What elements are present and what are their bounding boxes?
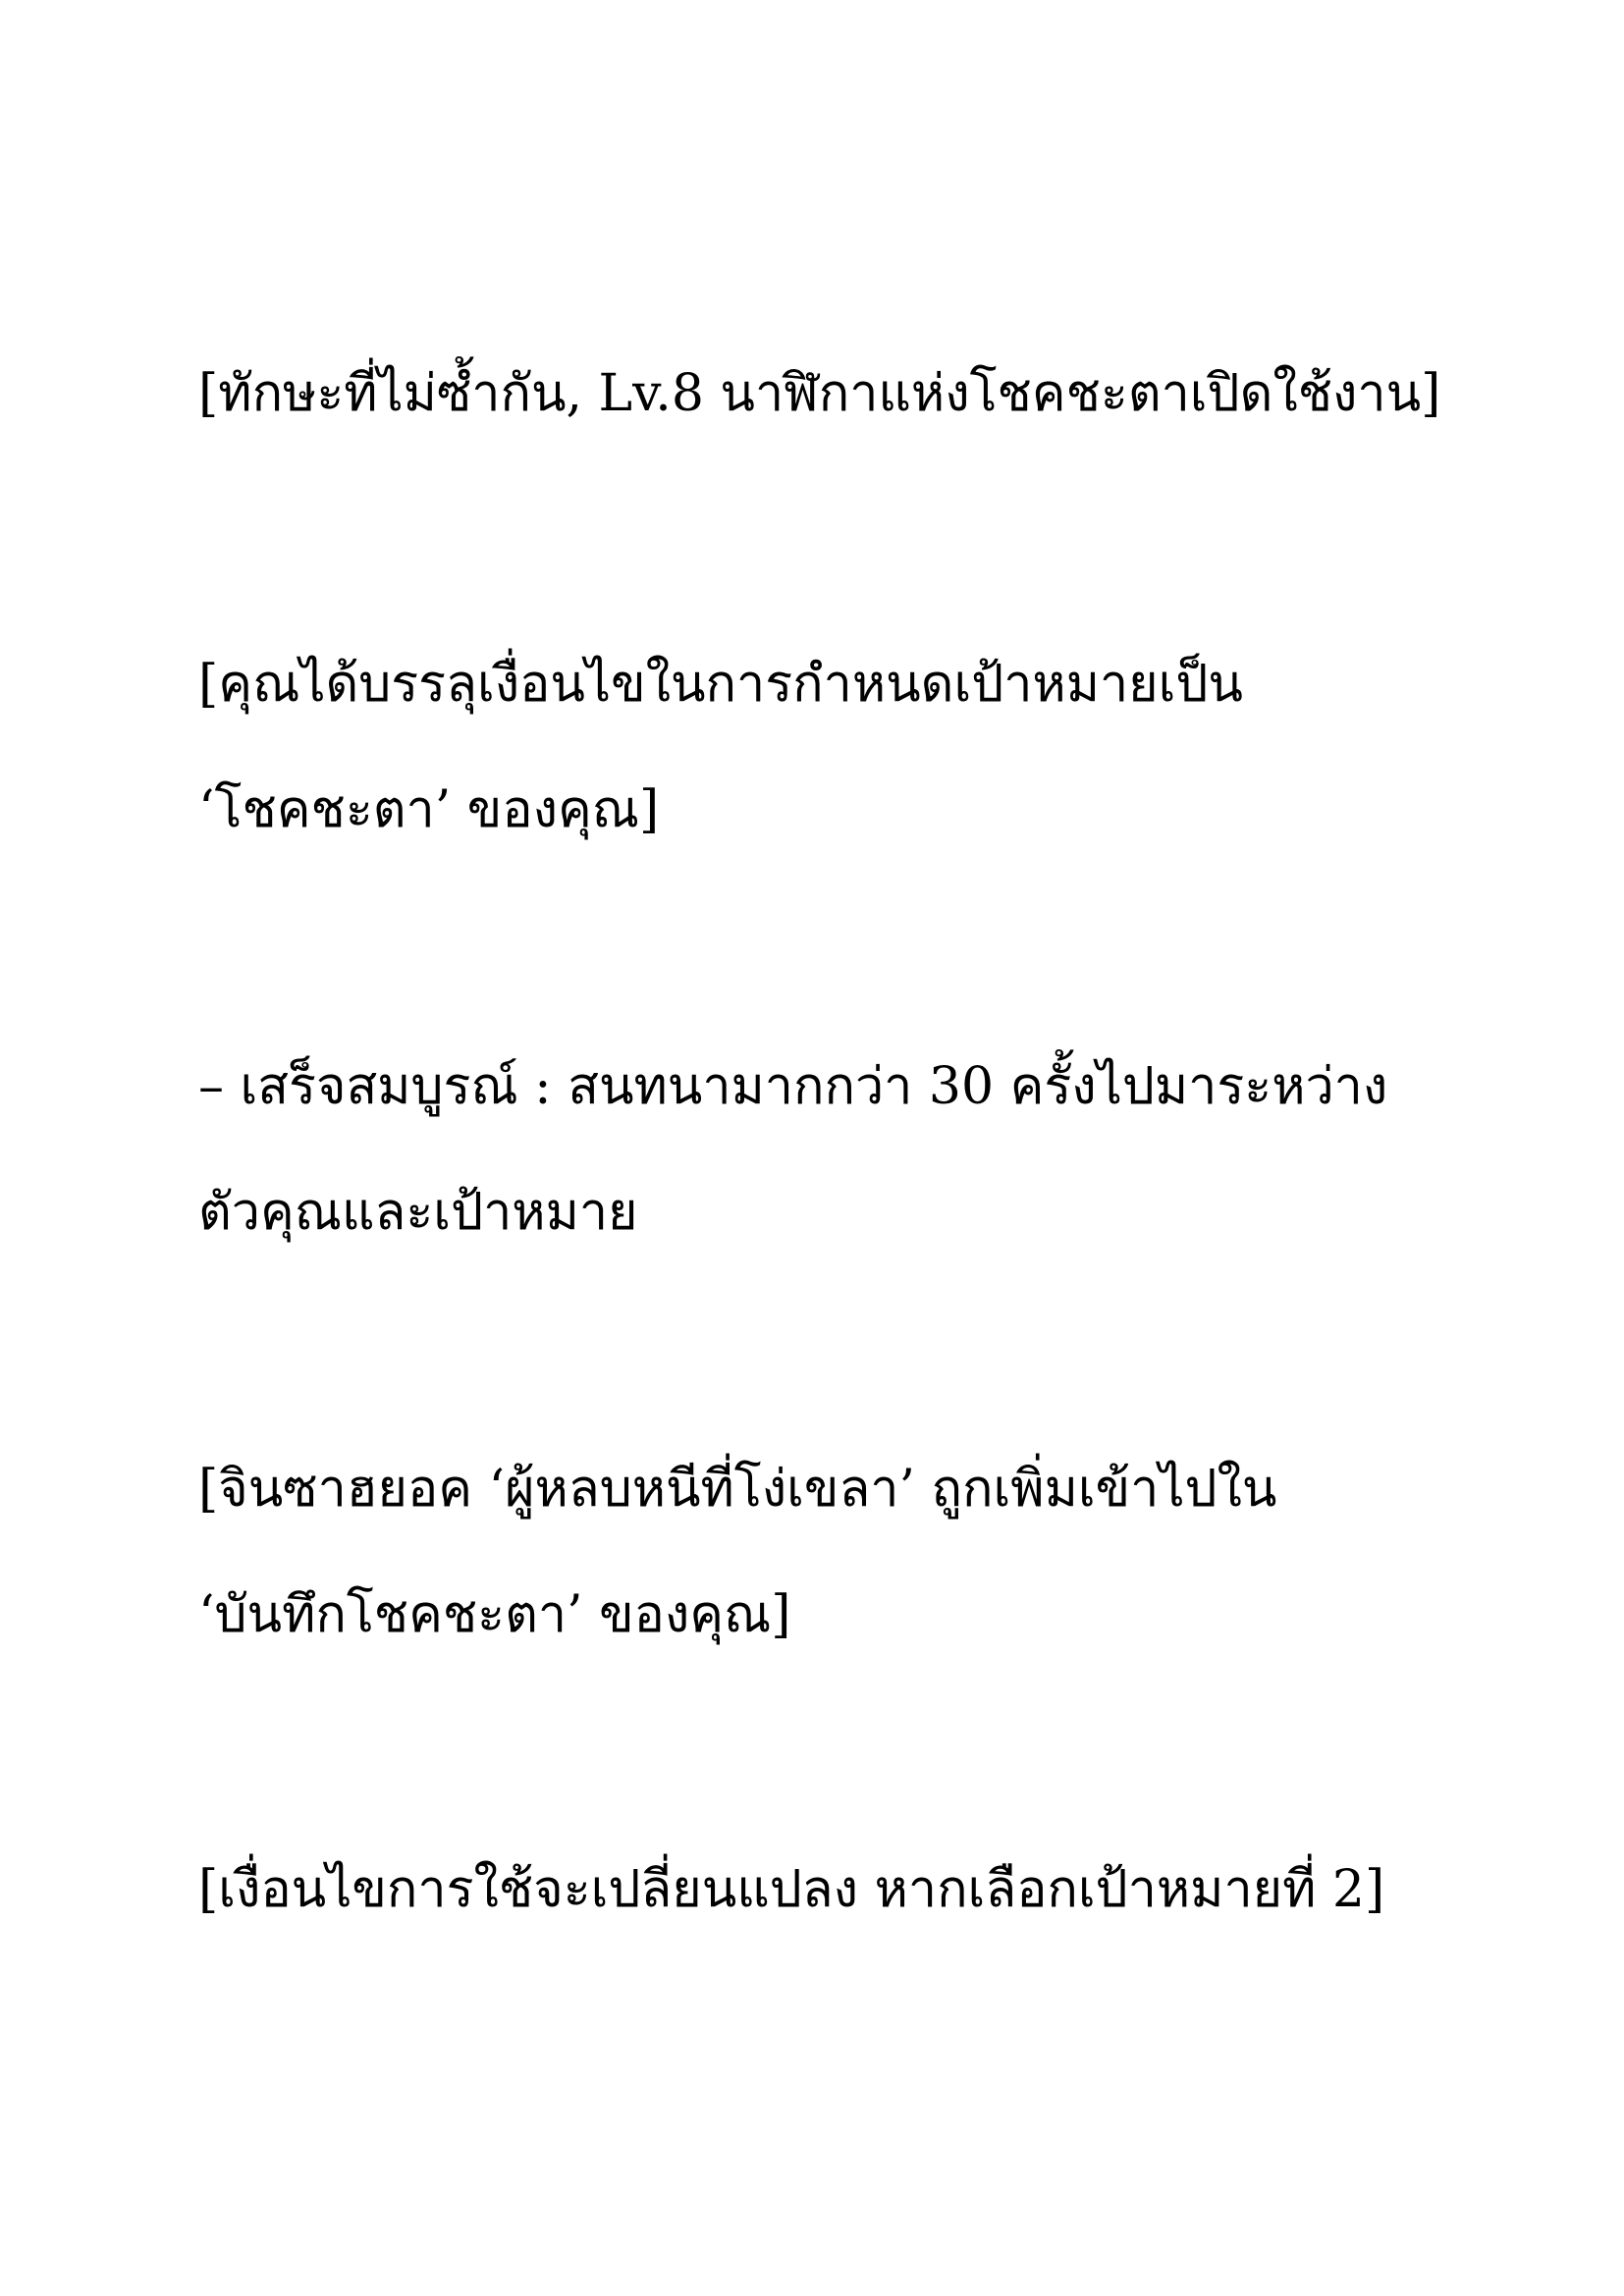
completion-note-line-1: – เสร็จสมบูรณ์ : สนทนามากกว่า 30 ครั้งไปมาระหว่าง xyxy=(198,1057,1388,1116)
system-message-condition-line-1: [คุณได้บรรลุเงื่อนไขในการกำหนดเป้าหมายเป็น xyxy=(198,655,1243,714)
system-message-added-line-2: ‘บันทึกโชคชะตา’ ของคุณ] xyxy=(198,1585,791,1644)
system-message-skill-activated: [ทักษะที่ไม่ซ้ำกัน, Lv.8 นาฬิกาแห่งโชคชะตาเปิดใช้งาน] xyxy=(198,364,1441,423)
completion-note-line-2: ตัวคุณและเป้าหมาย xyxy=(198,1183,638,1242)
system-message-added-line-1: [จินซาฮยอค ‘ผู้หลบหนีที่โง่เขลา’ ถูกเพิ่มเข้าไปใน xyxy=(198,1460,1277,1519)
system-message-usage-change: [เงื่อนไขการใช้จะเปลี่ยนแปลง หากเลือกเป้าหมายที่ 2] xyxy=(198,1860,1385,1919)
system-message-condition-line-2: ‘โชคชะตา’ ของคุณ] xyxy=(198,780,660,839)
